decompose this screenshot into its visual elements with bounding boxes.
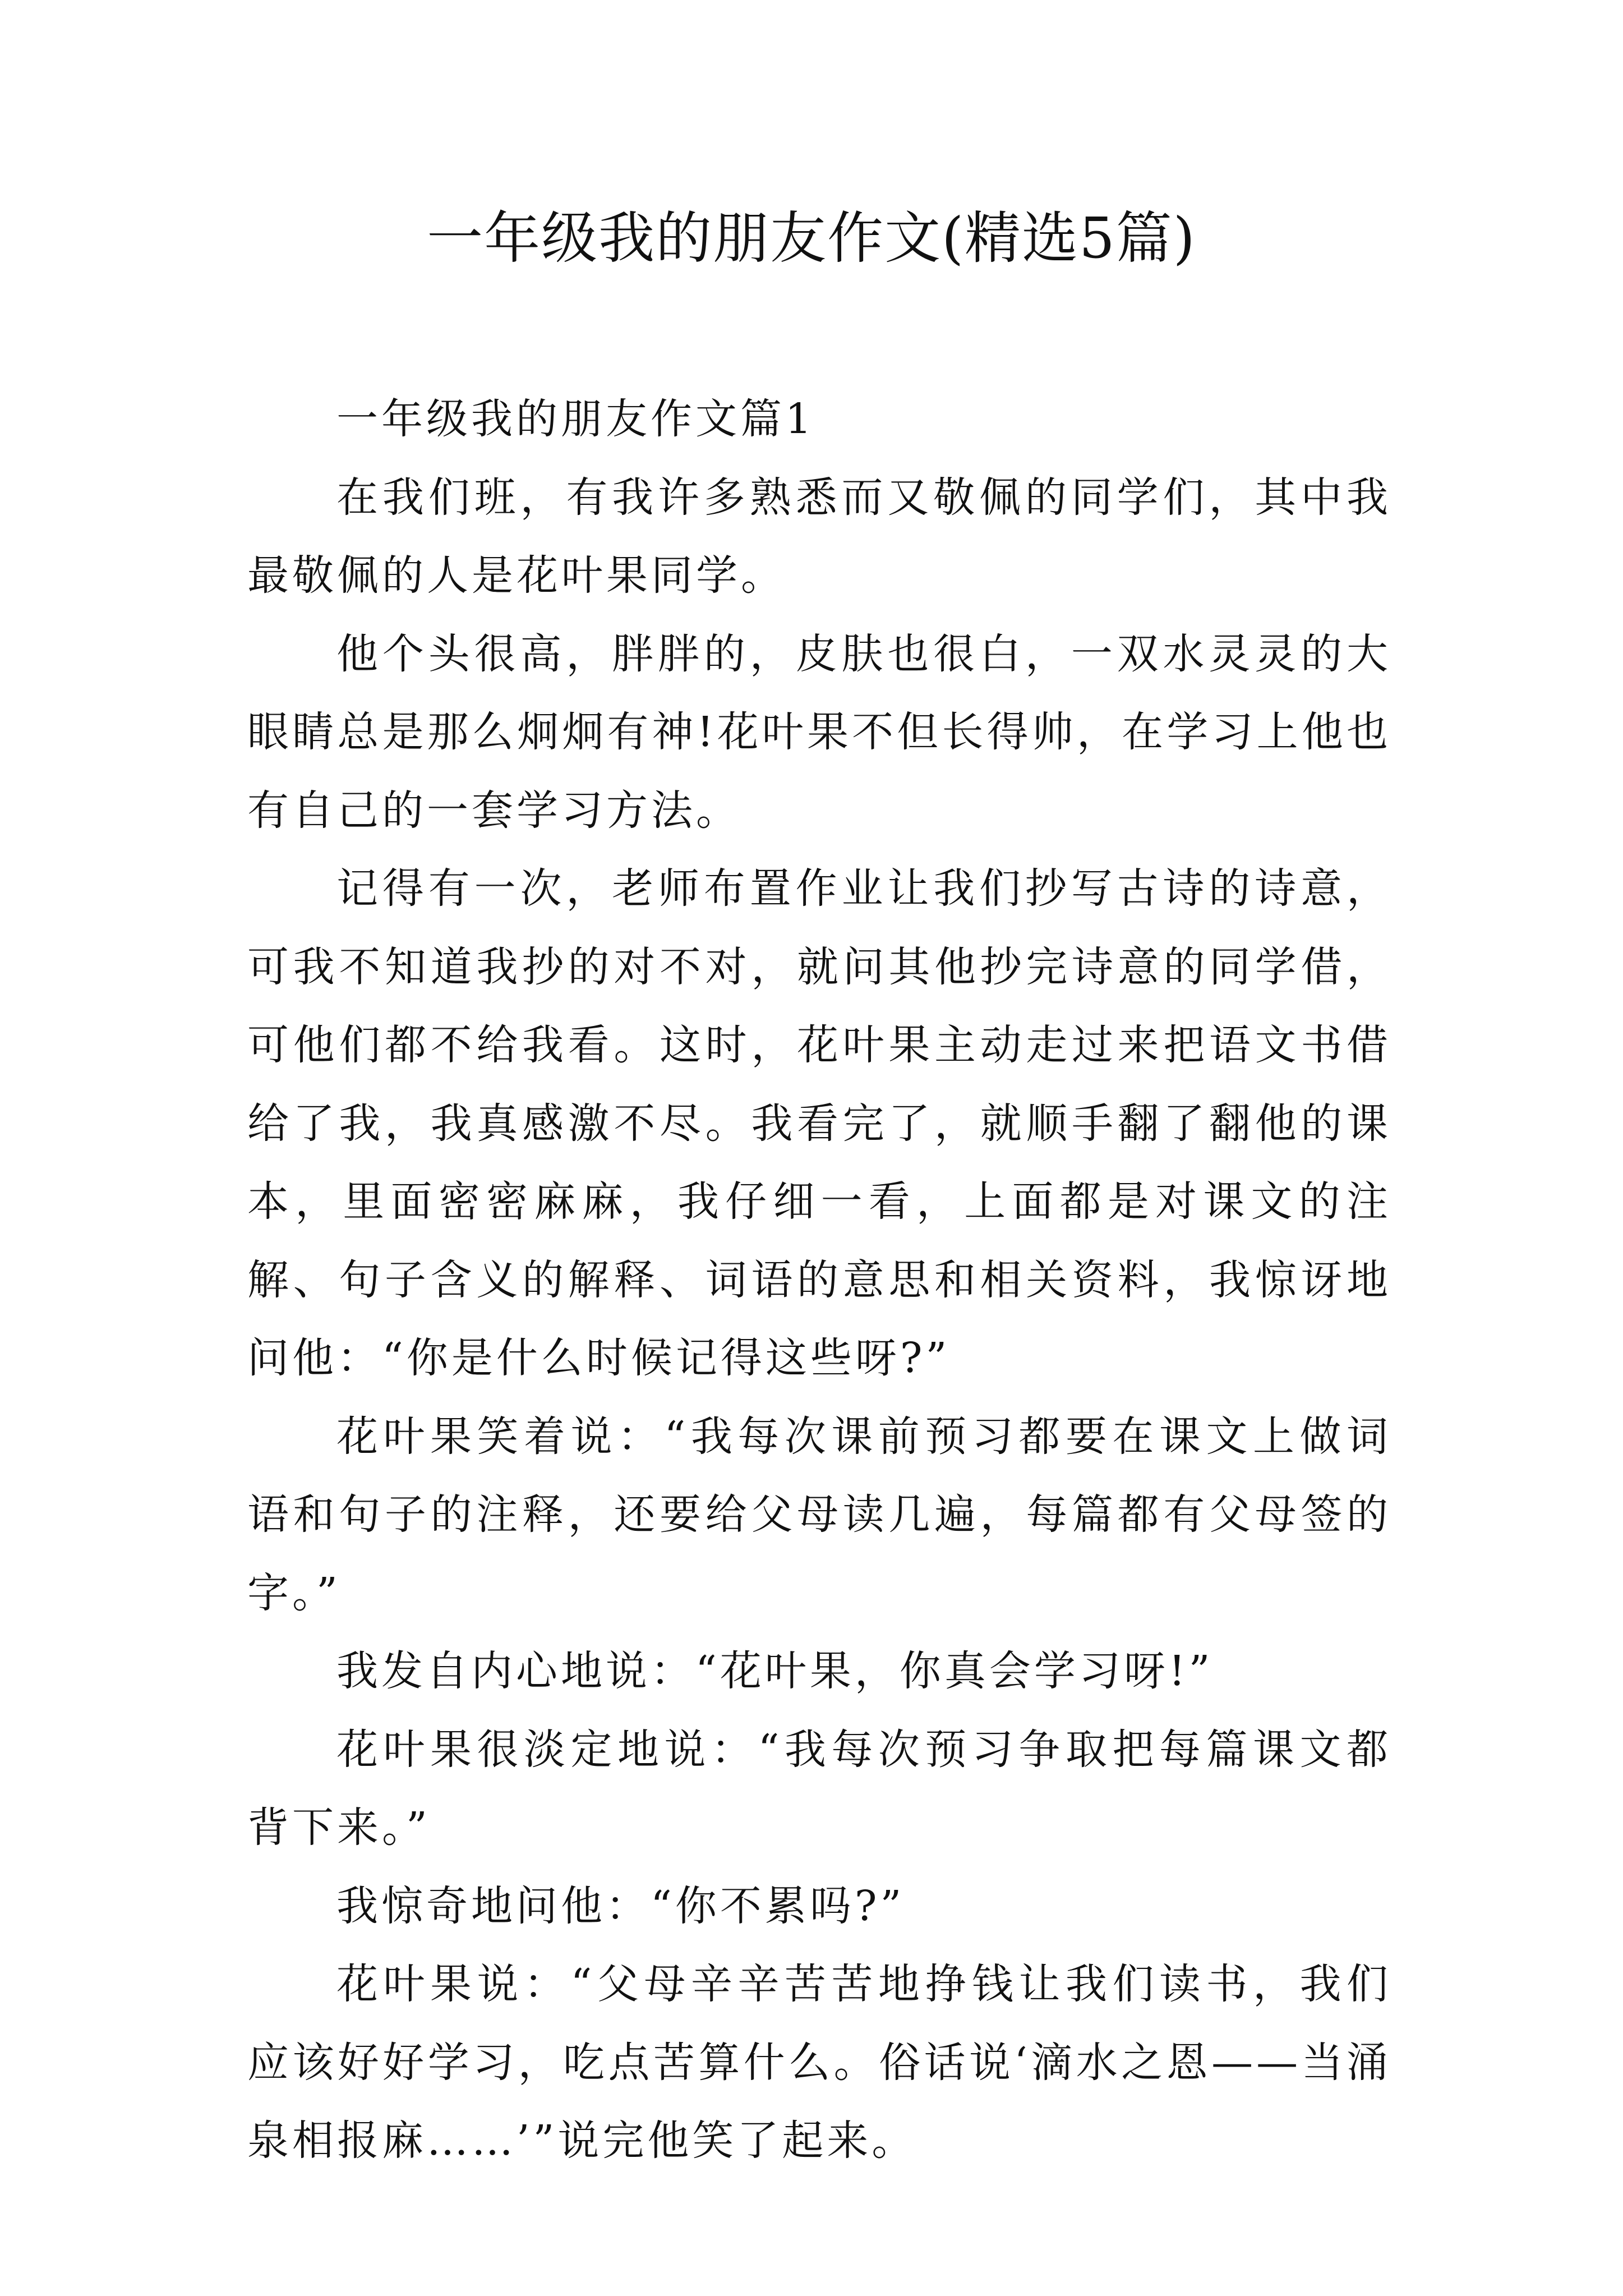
document-title: 一年级我的朋友作文(精选5篇) [427, 205, 1196, 271]
paragraph: 在我们班，有我许多熟悉而又敬佩的同学们，其中我最敬佩的人是花叶果同学。 [247, 473, 1391, 600]
paragraph: 他个头很高，胖胖的，皮肤也很白，一双水灵灵的大眼睛总是那么炯炯有神!花叶果不但长得帅，在学习上他也有自己的一套学习方法。 [247, 629, 1391, 835]
paragraph: 我惊奇地问他：“你不累吗?” [336, 1881, 905, 1930]
paragraph: 记得有一次，老师布置作业让我们抄写古诗的诗意，可我不知道我抄的对不对，就问其他抄完诗意的同学借，可他们都不给我看。这时，花叶果主动走过来把语文书借给了我，我真感激不尽。我看完了，就顺手翻了翻他的课本，里面密密麻麻，我仔细一看，上面都是对课文的注解、句子含义的解释、词语的意思和相关资料，我惊讶地问他：“你是什么时候记得这些呀?” [247, 864, 1391, 1382]
document-body [247, 380, 1391, 2180]
paragraph: 花叶果笑着说：“我每次课前预习都要在课文上做词语和句子的注释，还要给父母读几遍，每篇都有父母签的字。” [247, 1412, 1391, 1617]
paragraph: 花叶果说：“父母辛辛苦苦地挣钱让我们读书，我们应该好好学习，吃点苦算什么。俗话说‘滴水之恩——当涌泉相报麻……’”说完他笑了起来。 [247, 1960, 1391, 2165]
section-heading: 一年级我的朋友作文篇1 [336, 395, 815, 443]
paragraph: 我发自内心地说：“花叶果，你真会学习呀!” [336, 1647, 1214, 1695]
paragraph: 花叶果很淡定地说：“我每次预习争取把每篇课文都背下来。” [247, 1725, 1391, 1852]
